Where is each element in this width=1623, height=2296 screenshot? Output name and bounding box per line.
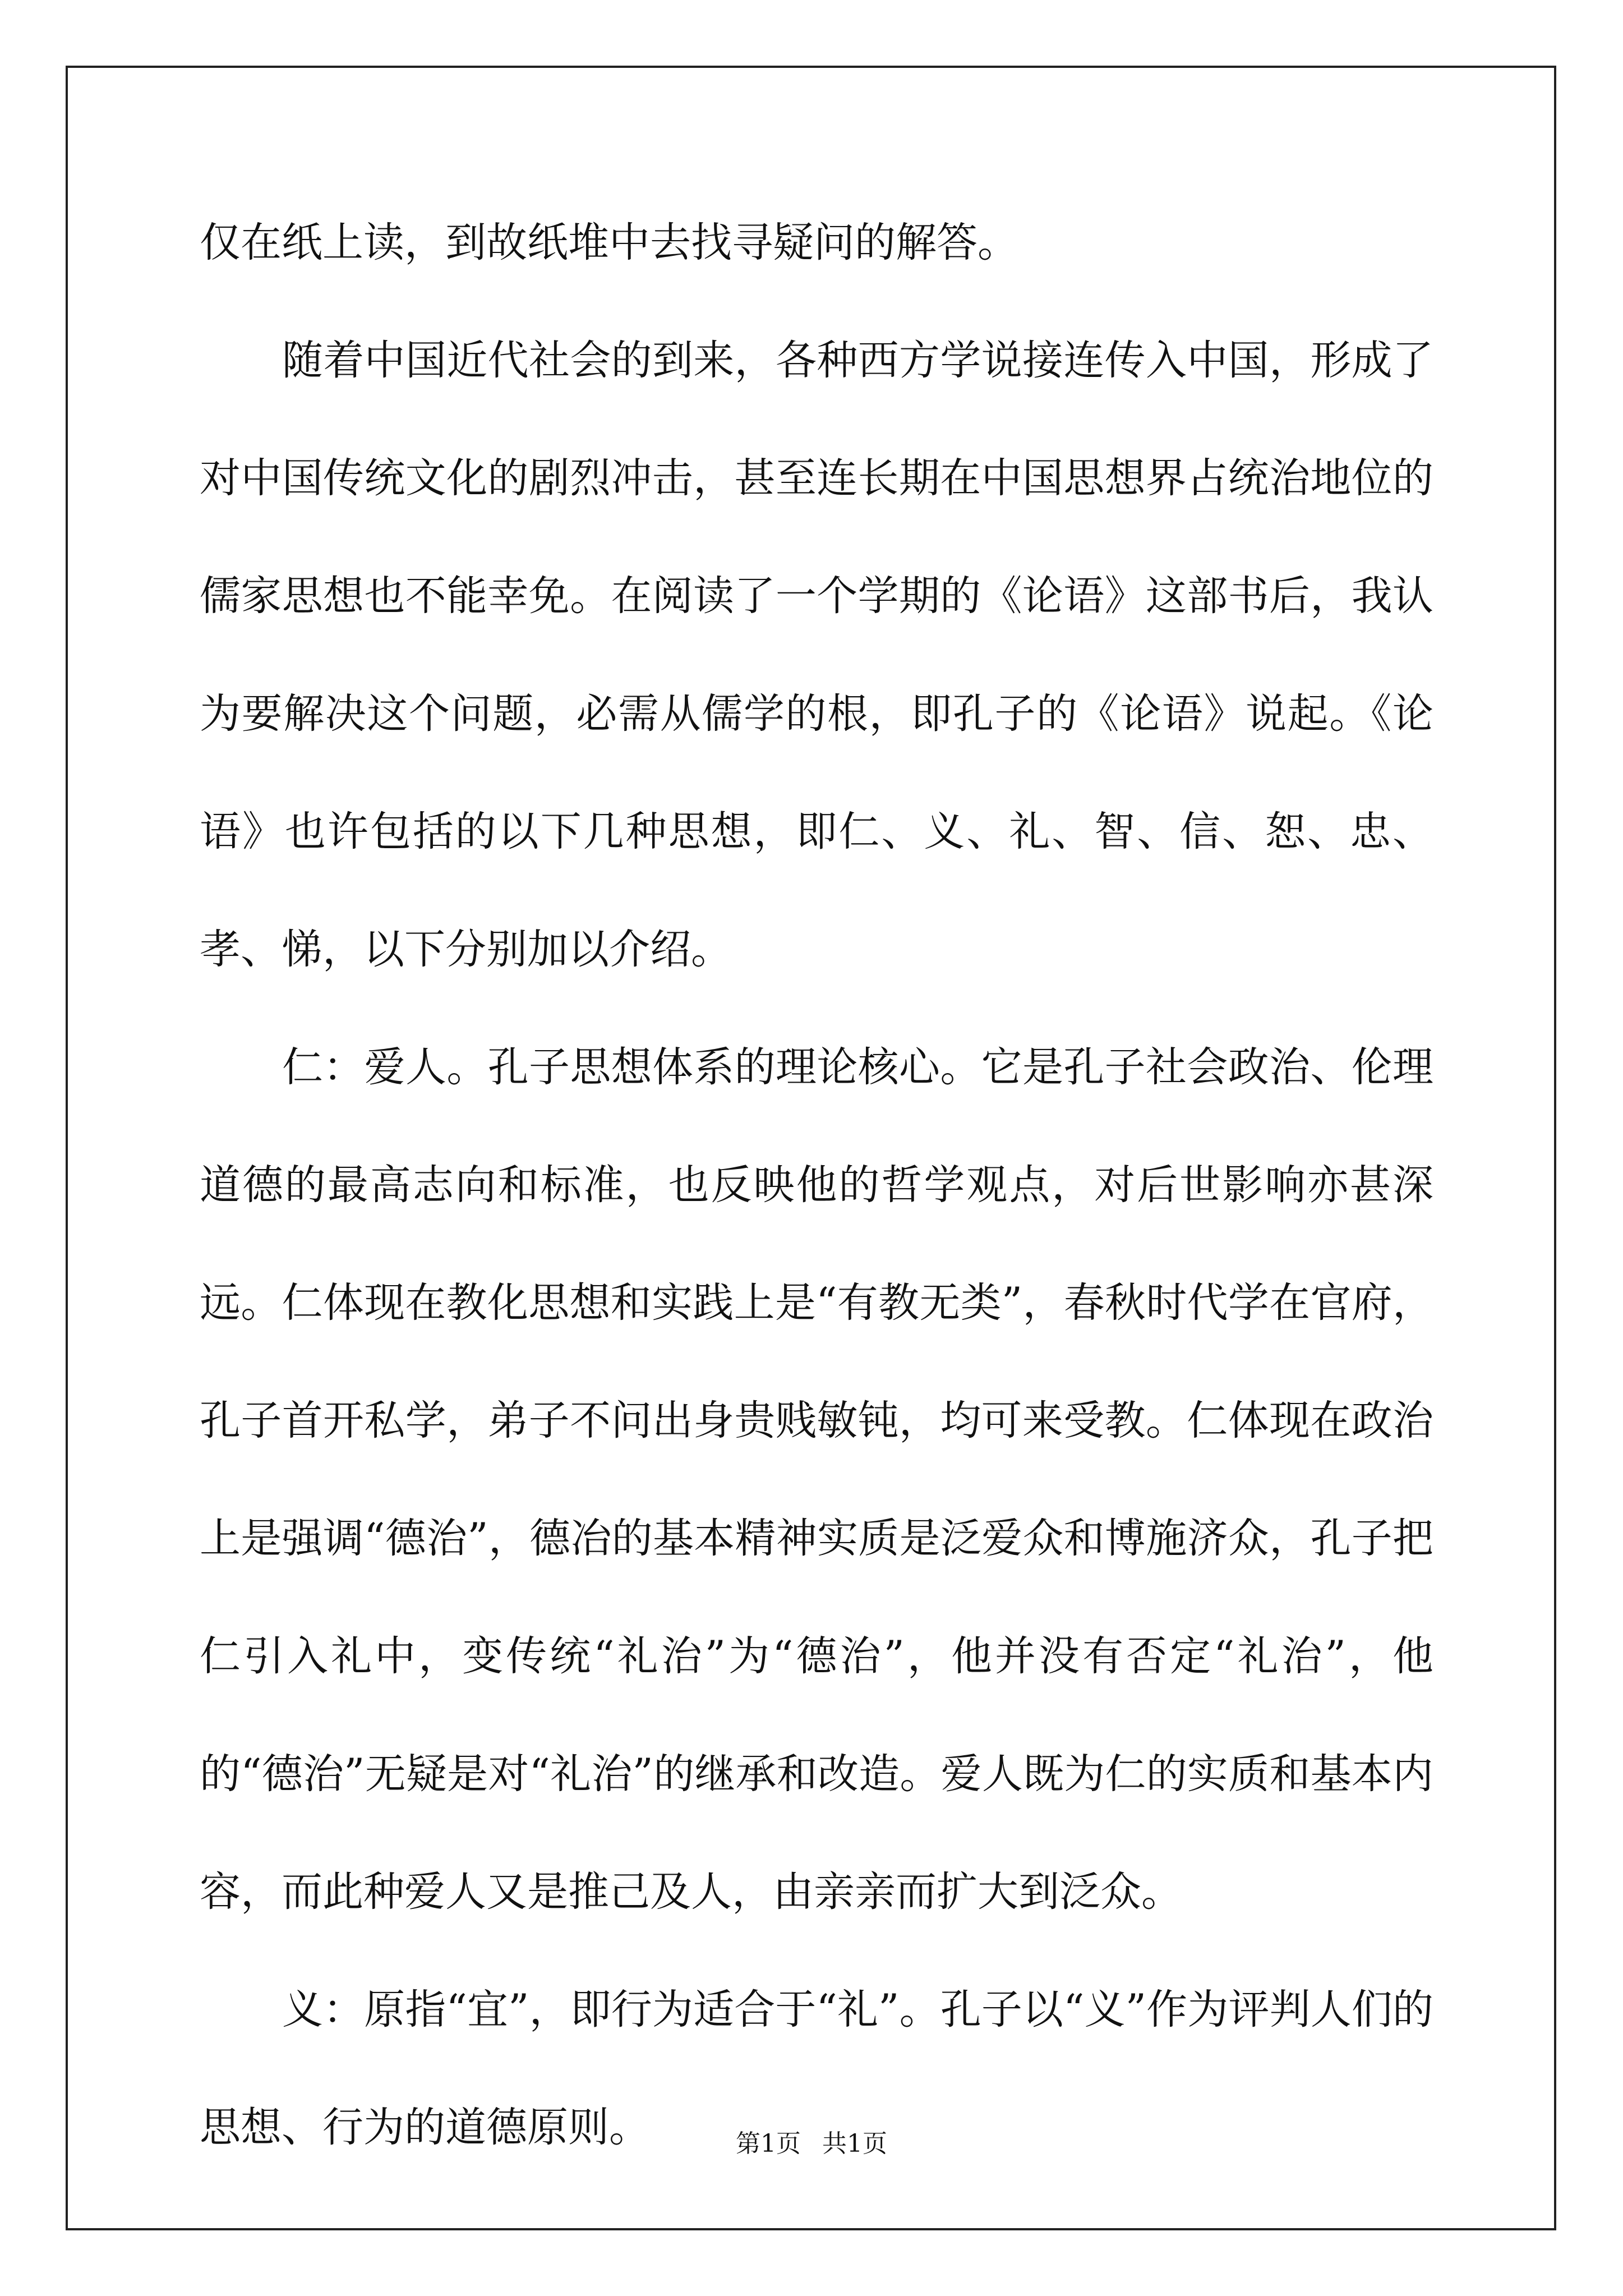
page-footer bbox=[0, 2123, 1623, 2159]
page-total: 共1页 bbox=[822, 2129, 887, 2158]
paragraph-1: 仅在纸上读，到故纸堆中去找寻疑问的解答。 bbox=[200, 219, 1018, 266]
document-body bbox=[200, 184, 1433, 2187]
paragraph-2: 随着中国近代社会的到来，各种西方学说接连传入中国，形成了对中国传统文化的剧烈冲击，甚至连长期在中国思想界占统治地位的儒家思想也不能幸免。在阅读了一个学期的《论语》这部书后，我认为要解决这个问题，必需从儒学的根，即孔子的《论语》说起。《论语》也许包括的以下几种思想，即仁、义、礼、智、信、恕、忠、孝、悌，以下分别加以介绍。 bbox=[200, 337, 1433, 973]
paragraph-4: 义：原指“宜”，即行为适合于“礼”。孔子以“义”作为评判人们的思想、行为的道德原则。 bbox=[200, 1986, 1433, 2151]
paragraph-3: 仁：爱人。孔子思想体系的理论核心。它是孔子社会政治、伦理道德的最高志向和标准，也反映他的哲学观点，对后世影响亦甚深远。仁体现在教化思想和实践上是“有教无类”，春秋时代学在官府，孔子首开私学，弟子不问出身贵贱敏钝，均可来受教。仁体现在政治上是强调“德治”，德冶的基本精神实质是泛爱众和博施济众，孔子把仁引入礼中，变传统“礼治”为“德治”，他并没有否定“礼治”，他的“德治”无疑是对“礼治”的继承和改造。爱人既为仁的实质和基本内容，而此种爱人又是推己及人，由亲亲而扩大到泛众。 bbox=[200, 1043, 1433, 1916]
page-number: 第1页 bbox=[736, 2129, 801, 2158]
